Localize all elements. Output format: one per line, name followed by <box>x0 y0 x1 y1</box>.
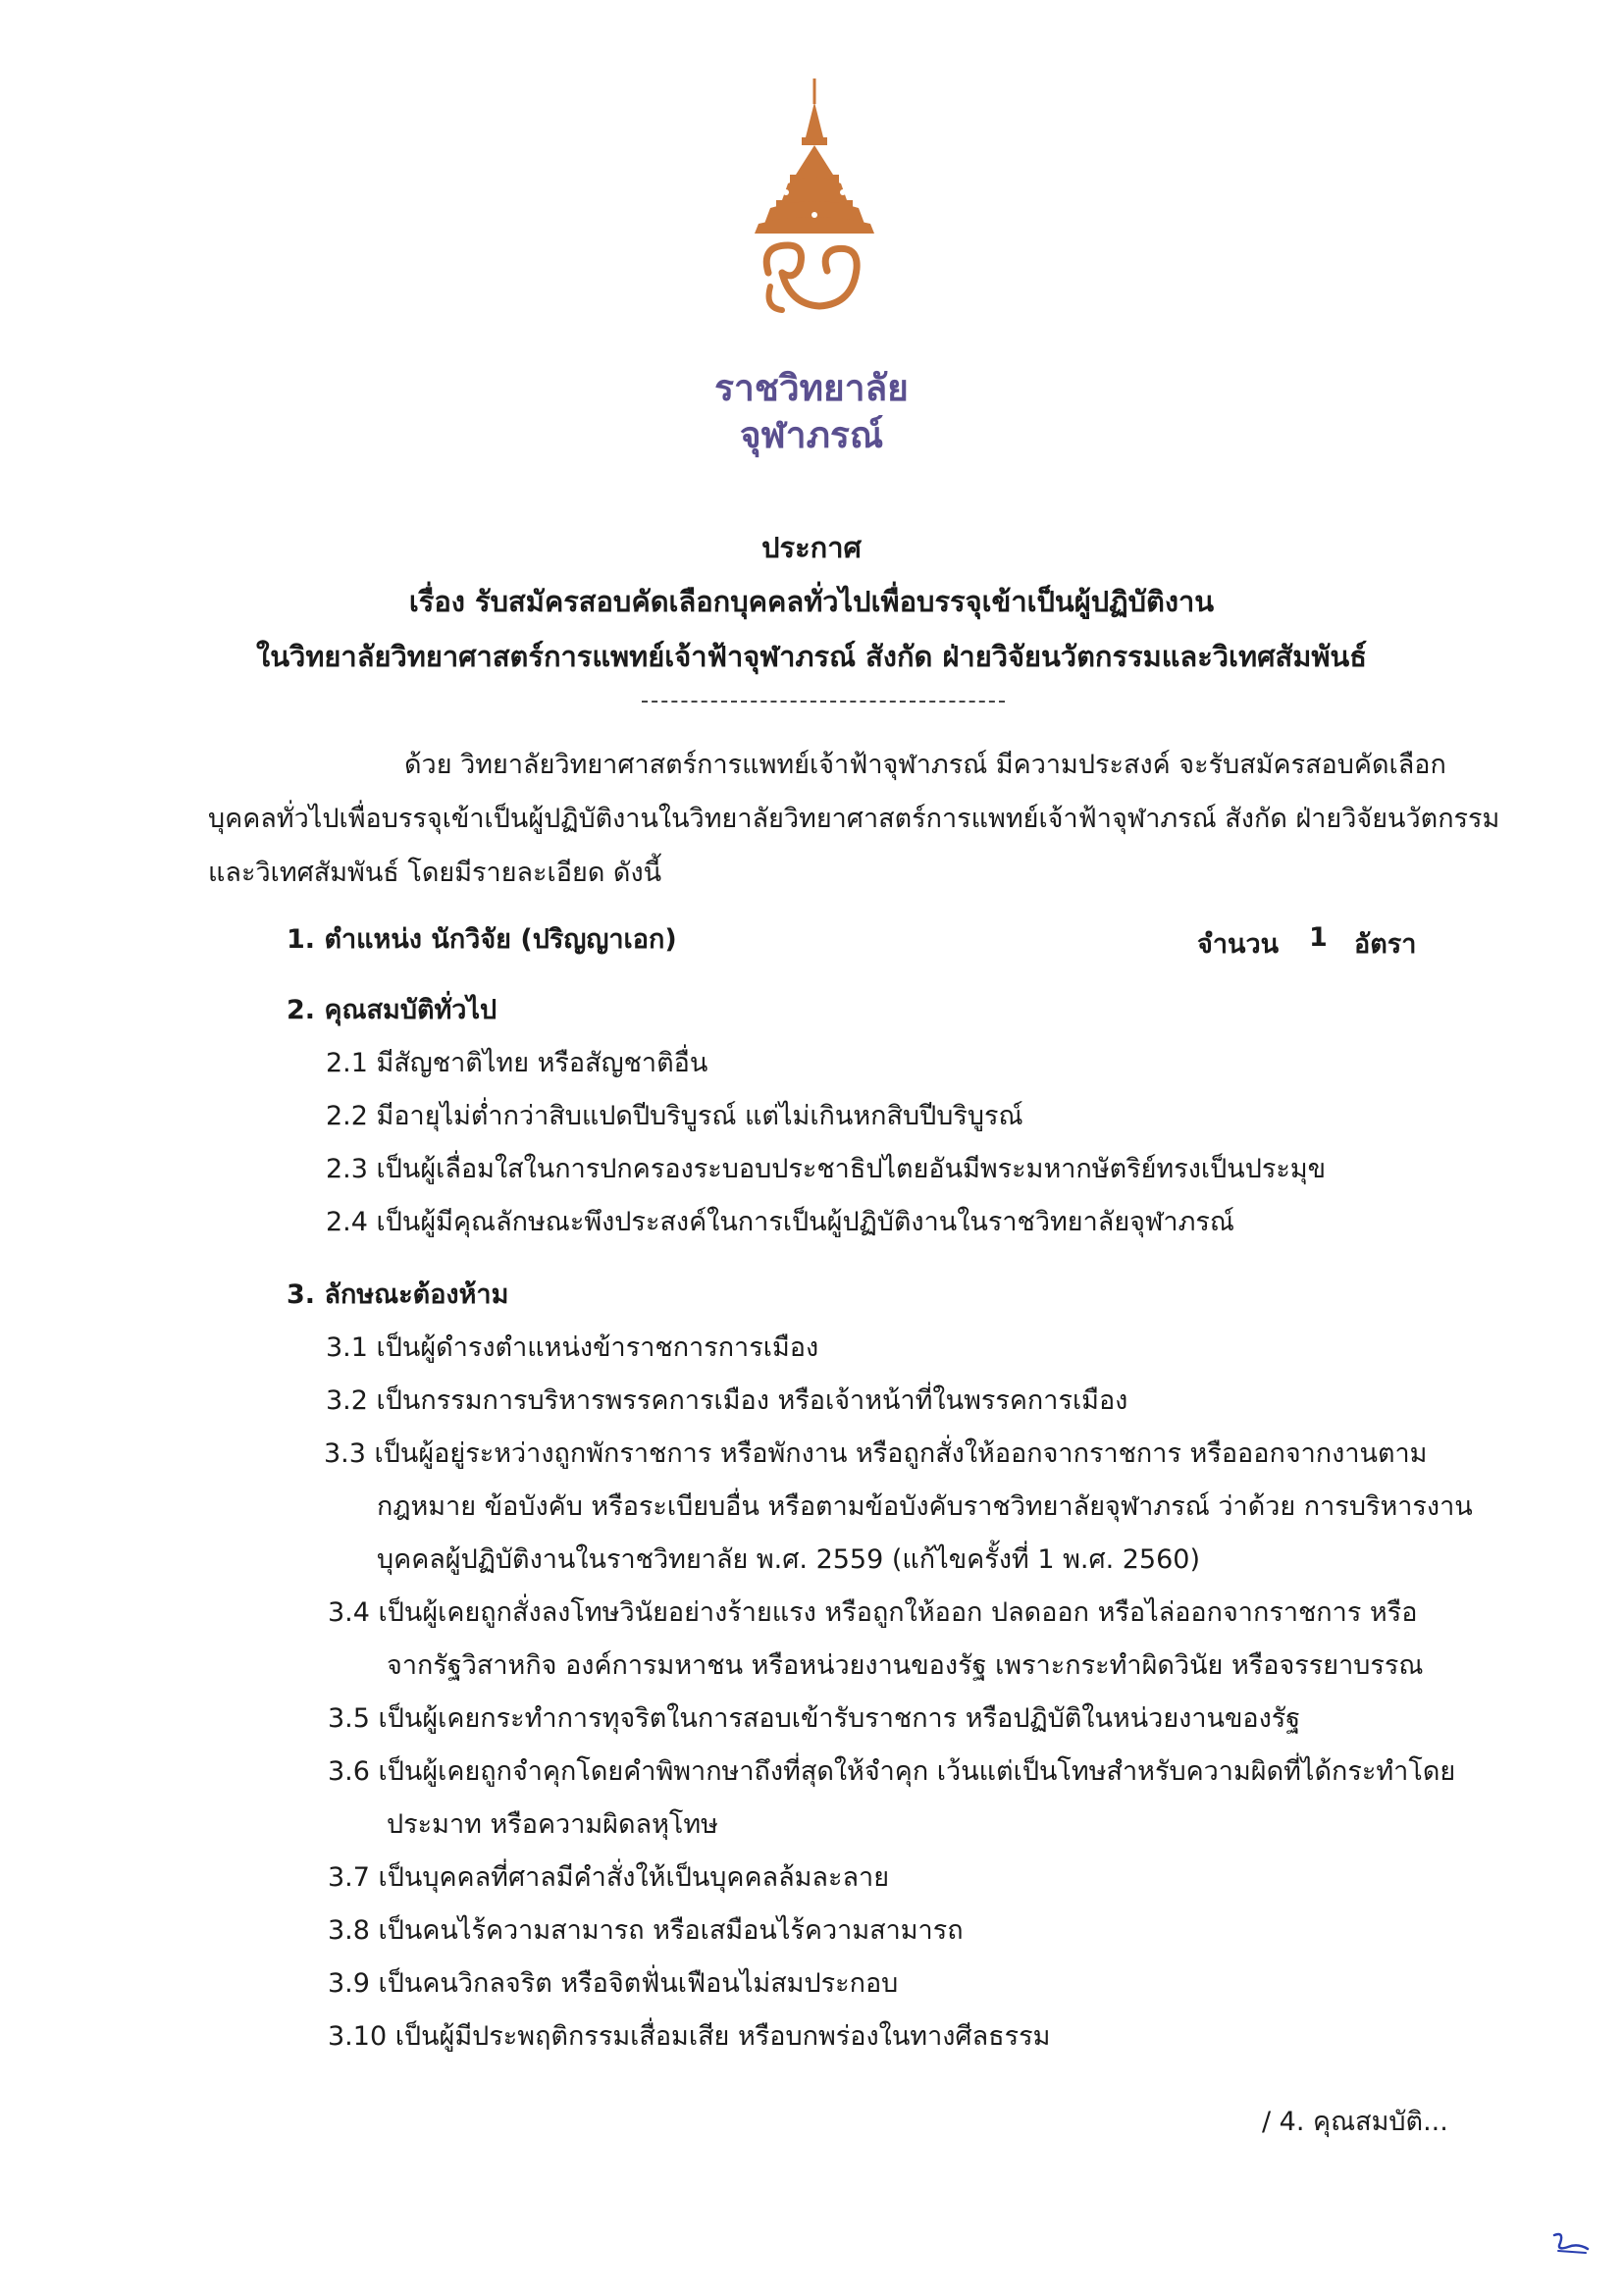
continued-note: / 4. คุณสมบัติ... <box>1262 2107 1448 2137</box>
position-title: 1. ตำแหน่ง นักวิจัย (ปริญญาเอก) <box>287 924 677 955</box>
prohibition-line: 3.1 เป็นผู้ดำรงตำแหน่งข้าราชการการเมือง <box>326 1332 819 1363</box>
college-name-line1: ราชวิทยาลัย <box>714 367 909 409</box>
college-emblem-icon <box>731 77 898 341</box>
intro-line: ด้วย วิทยาลัยวิทยาศาสตร์การแพทย์เจ้าฟ้าจุฬาภรณ์ มีความประสงค์ จะรับสมัครสอบคัดเลือก <box>404 750 1446 780</box>
handwritten-initials-icon <box>1550 2229 1592 2255</box>
prohibition-line: 3.3 เป็นผู้อยู่ระหว่างถูกพักราชการ หรือพักงาน หรือถูกสั่งให้ออกจากราชการ หรือออกจากงานตาม <box>324 1438 1428 1469</box>
college-name-line2: จุฬาภรณ์ <box>739 414 884 456</box>
announcement-title: ประกาศ <box>761 531 862 564</box>
qualification-item: 2.4 เป็นผู้มีคุณลักษณะพึงประสงค์ในการเป็นผู้ปฏิบัติงานในราชวิทยาลัยจุฬาภรณ์ <box>326 1207 1234 1237</box>
prohibition-line: จากรัฐวิสาหกิจ องค์การมหาชน หรือหน่วยงานของรัฐ เพราะกระทำผิดวินัย หรือจรรยาบรรณ <box>387 1650 1424 1681</box>
prohibition-line: ประมาท หรือความผิดลหุโทษ <box>387 1809 718 1840</box>
qualification-item: 2.1 มีสัญชาติไทย หรือสัญชาติอื่น <box>326 1048 708 1078</box>
title-divider <box>642 701 1005 703</box>
prohibition-line: 3.2 เป็นกรรมการบริหารพรรคการเมือง หรือเจ้าหน้าที่ในพรรคการเมือง <box>326 1385 1128 1416</box>
qualification-item: 2.2 มีอายุไม่ต่ำกว่าสิบแปดปีบริบูรณ์ แต่ไม่เกินหกสิบปีบริบูรณ์ <box>326 1101 1023 1131</box>
quota-unit: อัตรา <box>1354 929 1417 960</box>
prohibitions-heading: 3. ลักษณะต้องห้าม <box>287 1279 509 1310</box>
announcement-subject-cont: ในวิทยาลัยวิทยาศาสตร์การแพทย์เจ้าฟ้าจุฬาภรณ์ สังกัด ฝ่ายวิจัยนวัตกรรมและวิเทศสัมพันธ์ <box>256 640 1367 673</box>
prohibition-line: 3.4 เป็นผู้เคยถูกสั่งลงโทษวินัยอย่างร้ายแรง หรือถูกให้ออก ปลดออก หรือไล่ออกจากราชการ หรือ <box>328 1597 1418 1628</box>
prohibition-line: 3.6 เป็นผู้เคยถูกจำคุกโดยคำพิพากษาถึงที่สุดให้จำคุก เว้นแต่เป็นโทษสำหรับความผิดที่ได้กระทำโดย <box>328 1756 1456 1787</box>
prohibition-line: 3.10 เป็นผู้มีประพฤติกรรมเสื่อมเสีย หรือบกพร่องในทางศีลธรรม <box>328 2021 1051 2052</box>
quota-value: 1 <box>1309 922 1328 953</box>
prohibition-line: 3.9 เป็นคนวิกลจริต หรือจิตฟั่นเฟือนไม่สมประกอบ <box>328 1968 899 1999</box>
quota-label: จำนวน <box>1197 929 1280 960</box>
intro-line: บุคคลทั่วไปเพื่อบรรจุเข้าเป็นผู้ปฏิบัติงานในวิทยาลัยวิทยาศาสตร์การแพทย์เจ้าฟ้าจุฬาภรณ์ สังกัด ฝ่ายวิจัยนวัตกรรม <box>208 804 1500 834</box>
prohibition-line: 3.5 เป็นผู้เคยกระทำการทุจริตในการสอบเข้ารับราชการ หรือปฏิบัติในหน่วยงานของรัฐ <box>328 1703 1301 1734</box>
qualifications-heading: 2. คุณสมบัติทั่วไป <box>287 995 497 1025</box>
prohibition-line: 3.7 เป็นบุคคลที่ศาลมีคำสั่งให้เป็นบุคคลล้มละลาย <box>328 1862 890 1893</box>
qualification-item: 2.3 เป็นผู้เลื่อมใสในการปกครองระบอบประชาธิปไตยอันมีพระมหากษัตริย์ทรงเป็นประมุข <box>326 1154 1327 1184</box>
announcement-subject: เรื่อง รับสมัครสอบคัดเลือกบุคคลทั่วไปเพื่อบรรจุเข้าเป็นผู้ปฏิบัติงาน <box>408 585 1215 618</box>
intro-line: และวิเทศสัมพันธ์ โดยมีรายละเอียด ดังนี้ <box>208 858 662 888</box>
prohibition-line: บุคคลผู้ปฏิบัติงานในราชวิทยาลัย พ.ศ. 2559 (แก้ไขครั้งที่ 1 พ.ศ. 2560) <box>377 1544 1201 1575</box>
prohibition-line: 3.8 เป็นคนไร้ความสามารถ หรือเสมือนไร้ความสามารถ <box>328 1915 964 1946</box>
prohibition-line: กฎหมาย ข้อบังคับ หรือระเบียบอื่น หรือตามข้อบังคับราชวิทยาลัยจุฬาภรณ์ ว่าด้วย การบริหารงาน <box>377 1491 1473 1522</box>
